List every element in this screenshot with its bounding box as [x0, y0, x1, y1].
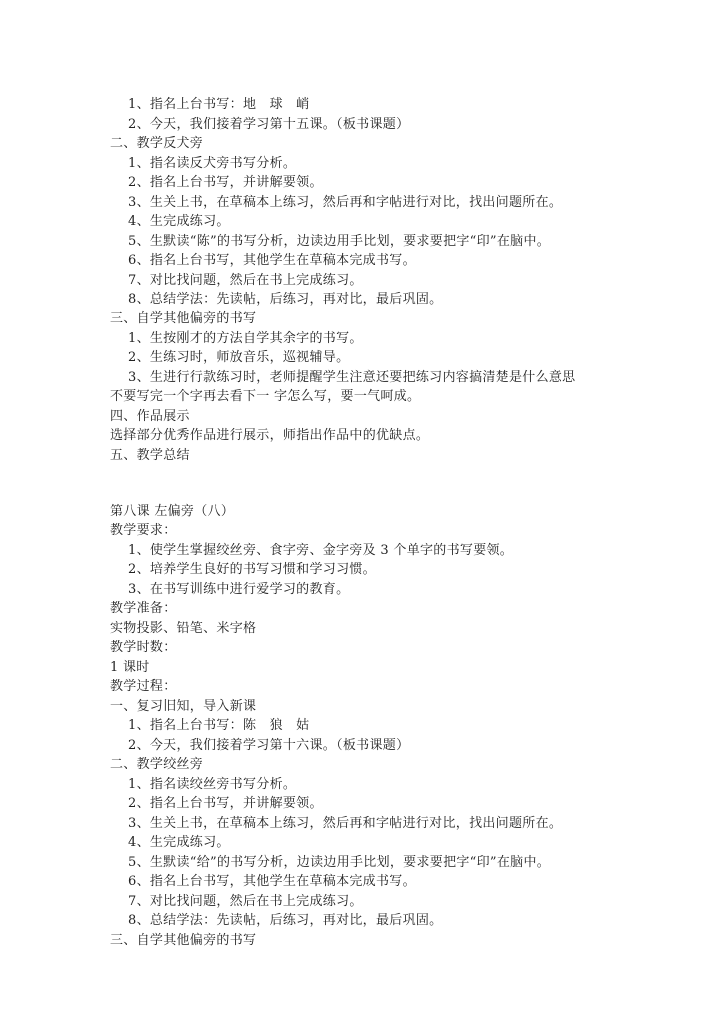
- field-label: 教学准备：: [110, 601, 177, 616]
- paragraph-continuation: 不要写完一个字再去看下一 字怎么写，要一气呵成。: [110, 389, 421, 404]
- step-text: 4、生完成练习。: [128, 835, 230, 850]
- step-text: 1、指名上台书写：地 球 峭: [128, 97, 310, 112]
- field-label: 教学要求：: [110, 523, 177, 538]
- step-text: 8、总结学法：先读帖，后练习，再对比，最后巩固。: [128, 292, 443, 307]
- paragraph: 选择部分优秀作品进行展示，师指出作品中的优缺点。: [110, 428, 430, 443]
- step-text: 3、生进行行款练习时，老师提醒学生注意还要把练习内容搞清楚是什么意思: [128, 370, 576, 385]
- requirement-text: 1、使学生掌握绞丝旁、食字旁、金字旁及 3 个单字的书写要领。: [128, 543, 514, 558]
- step-text: 1、指名读绞丝旁书写分析。: [128, 777, 297, 792]
- section-heading: 四、作品展示: [110, 409, 190, 424]
- step-text: 5、生默读“给”的书写分析，边读边用手比划，要求要把字“印”在脑中。: [128, 855, 551, 870]
- step-text: 2、指名上台书写，并讲解要领。: [128, 175, 323, 190]
- field-value: 实物投影、铅笔、米字格: [110, 621, 257, 636]
- step-text: 7、对比找问题，然后在书上完成练习。: [128, 894, 363, 909]
- step-text: 2、今天，我们接着学习第十六课。（板书课题）: [128, 738, 410, 753]
- step-text: 1、生按刚才的方法自学其余字的书写。: [128, 331, 363, 346]
- section-heading: 三、自学其他偏旁的书写: [110, 311, 257, 326]
- requirement-text: 2、培养学生良好的书写习惯和学习习惯。: [128, 562, 376, 577]
- step-text: 6、指名上台书写，其他学生在草稿本完成书写。: [128, 253, 416, 268]
- step-text: 3、生关上书，在草稿本上练习，然后再和字帖进行对比，找出问题所在。: [128, 195, 563, 210]
- step-text: 1、指名上台书写：陈 狼 姑: [128, 718, 310, 733]
- section-heading: 五、教学总结: [110, 448, 190, 463]
- lesson-title: 第八课 左偏旁（八）: [110, 504, 235, 519]
- section-heading: 二、教学反犬旁: [110, 136, 204, 151]
- step-text: 4、生完成练习。: [128, 214, 230, 229]
- step-text: 2、指名上台书写，并讲解要领。: [128, 796, 323, 811]
- step-text: 6、指名上台书写，其他学生在草稿本完成书写。: [128, 874, 416, 889]
- step-text: 2、今天，我们接着学习第十五课。（板书课题）: [128, 117, 410, 132]
- requirement-text: 3、在书写训练中进行爱学习的教育。: [128, 582, 350, 597]
- step-text: 7、对比找问题，然后在书上完成练习。: [128, 273, 363, 288]
- step-text: 8、总结学法：先读帖，后练习，再对比，最后巩固。: [128, 913, 443, 928]
- step-text: 5、生默读“陈”的书写分析，边读边用手比划，要求要把字“印”在脑中。: [128, 234, 551, 249]
- step-text: 1、指名读反犬旁书写分析。: [128, 156, 297, 171]
- step-text: 2、生练习时，师放音乐，巡视辅导。: [128, 350, 350, 365]
- field-value: 1 课时: [110, 660, 150, 675]
- step-text: 3、生关上书，在草稿本上练习，然后再和字帖进行对比，找出问题所在。: [128, 816, 563, 831]
- field-label: 教学过程：: [110, 679, 177, 694]
- section-heading: 一、复习旧知，导入新课: [110, 699, 257, 714]
- field-label: 教学时数：: [110, 640, 177, 655]
- section-heading: 二、教学绞丝旁: [110, 757, 204, 772]
- section-heading: 三、自学其他偏旁的书写: [110, 933, 257, 948]
